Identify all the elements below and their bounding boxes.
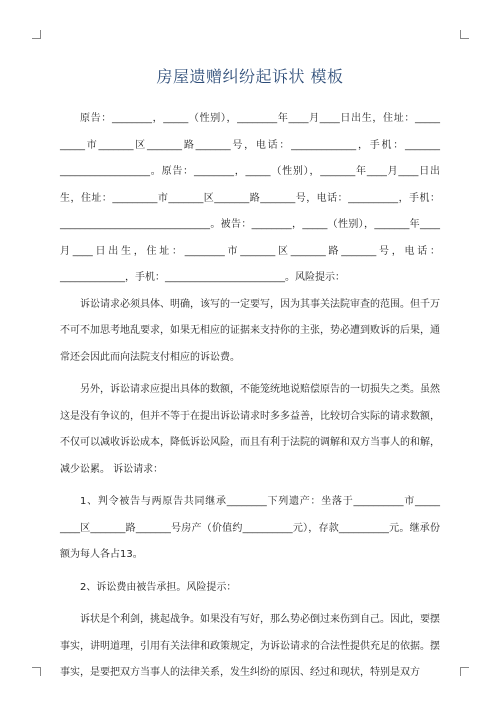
page-corner-mark-bottom-left [32,667,41,676]
paragraph-risk-note-3: 诉状是个利剑，挑起战争。如果没有写好，那么势必倒过来伤到自己。因此，要摆事实，讲明道理，引用有关法律和政策规定，为诉讼请求的合法性提供充足的依据。摆事实，是要把双方当事人的法律关系，发生纠纷的原因、经过和现状，特别是双方 [60,614,440,678]
paragraph-risk-note-2: 另外，诉讼请求应提出具体的数额，不能笼统地说赔偿原告的一切损失之类。虽然这是没有争议的，但并不等于在提出诉讼请求时多多益善，比较切合实际的请求数额，不仅可以减收诉讼成本，降低诉讼风险，而且有利于法院的调解和双方当事人的和解，减少讼累。 诉讼请求： [60,384,440,475]
page-corner-mark-bottom-right [460,667,469,676]
page-corner-mark-top-right [460,30,469,39]
paragraph-risk-note-1: 诉讼请求必须具体、明确，该写的一定要写，因为其事关法院审查的范围。但千万不可不加思考地乱要求，如果无相应的证据来支持你的主张，势必遭到败诉的后果，通常还会因此而向法院支付相应的诉讼费。 [60,298,440,363]
paragraph-claim-1: 1、判令被告与两原告共同继承________下列遗产：坐落于__________市_____ ____区_______路_______号房产（价值约__________元），存款__________元。继承份额为每人各占13。 [60,496,440,560]
document-title: 房屋遗赠纠纷起诉状 模板 [156,67,344,86]
document-body [60,106,440,687]
page-corner-mark-top-left [32,30,41,39]
paragraph-claim-2: 2、诉讼费由被告承担。风险提示： [80,581,237,593]
paragraph-parties: 原告：________，_____（性别），________年____月____日出生，住址：_____ _____市_______区_______路_______号，电话：_____________，手机：_______ __________________。原告：________，_____（性别），_______年____月____日出生，住址：_________市_______区_______路_______号，电话：__________，手机：______________________________。被告：________，_____（性别），_______年____月____日出生，住址：________市_______区_______路_______号，电话：_____________，手机：________________________。风险提示： [60,113,440,283]
